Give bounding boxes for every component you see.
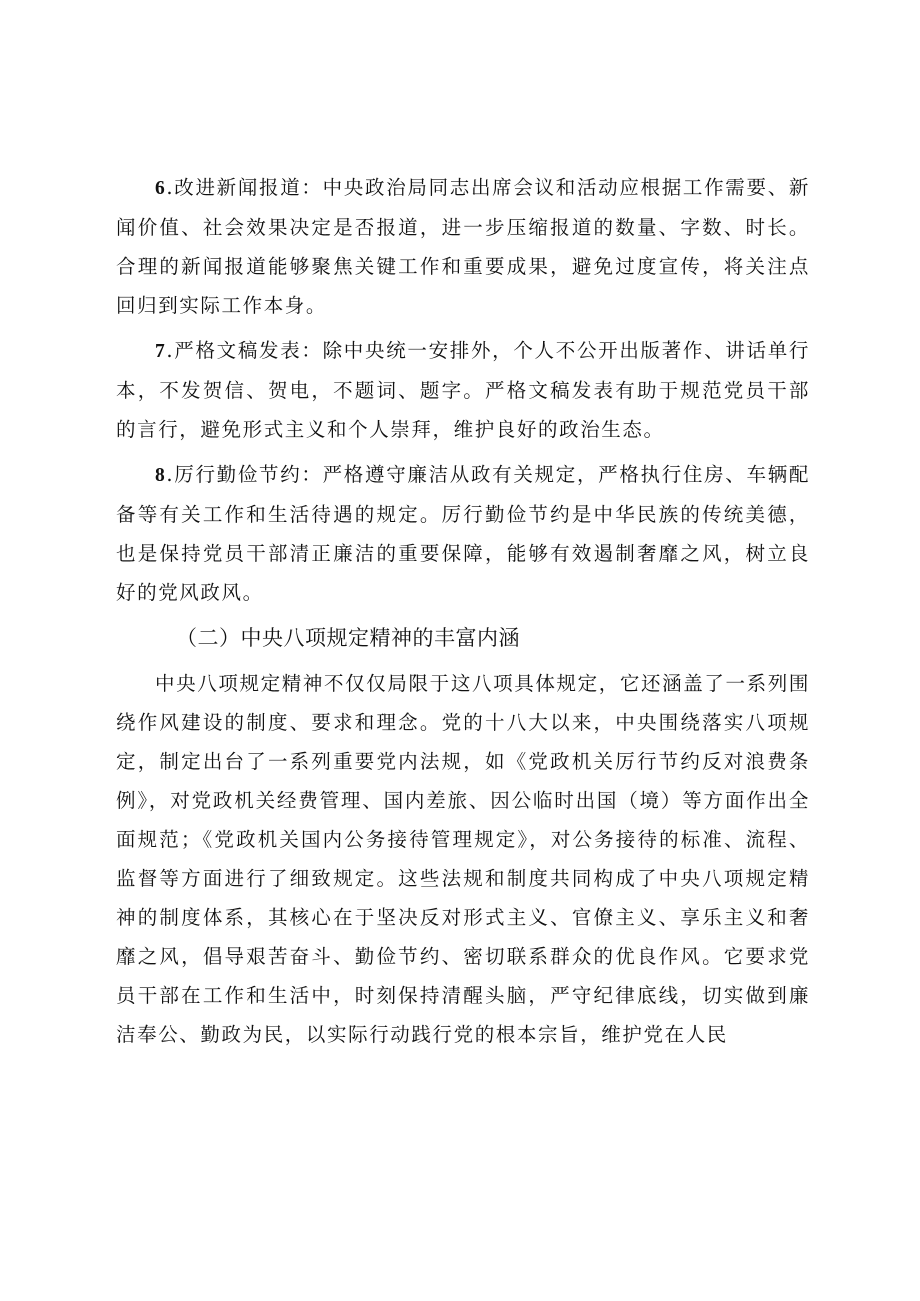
section-heading: （二）中央八项规定精神的丰富内涵 <box>176 626 520 650</box>
item-number: 7 <box>155 341 167 362</box>
item-text: .严格文稿发表：除中央统一安排外，个人不公开出版著作、讲话单行本，不发贺信、贺电，不题词、题字。严格文稿发表有助于规范党员干部的言行，避免形式主义和个人崇拜，维护良好的政治生态。 <box>116 339 810 441</box>
list-item-7 <box>116 331 810 449</box>
list-item-6 <box>116 168 810 325</box>
item-text: .改进新闻报道：中央政治局同志出席会议和活动应根据工作需要、新闻价值、社会效果决定是否报道，进一步压缩报道的数量、字数、时长。合理的新闻报道能够聚焦关键工作和重要成果，避免过度宣传，将关注点回归到实际工作本身。 <box>116 176 810 317</box>
section-paragraph: 中央八项规定精神不仅仅局限于这八项具体规定，它还涵盖了一系列围绕作风建设的制度、要求和理念。党的十八大以来，中央围绕落实八项规定，制定出台了一系列重要党内法规，如《党政机关厉行节约反对浪费条例》，对党政机关经费管理、国内差旅、因公临时出国（境）等方面作出全面规范；《党政机关国内公务接待管理规定》，对公务接待的标准、流程、监督等方面进行了细致规定。这些法规和制度共同构成了中央八项规定精神的制度体系，其核心在于坚决反对形式主义、官僚主义、享乐主义和奢靡之风，倡导艰苦奋斗、勤俭节约、密切联系群众的优良作风。它要求党员干部在工作和生活中，时刻保持清醒头脑，严守纪律底线，切实做到廉洁奉公、勤政为民，以实际行动践行党的根本宗旨，维护党在人民 <box>116 672 810 1046</box>
item-number: 8 <box>155 465 167 486</box>
document-body <box>116 168 810 1060</box>
item-text: .厉行勤俭节约：严格遵守廉洁从政有关规定，严格执行住房、车辆配备等有关工作和生活待遇的规定。厉行勤俭节约是中华民族的传统美德，也是保持党员干部清正廉洁的重要保障，能够有效遏制奢靡之风，树立良好的党风政风。 <box>116 463 810 604</box>
list-item-8 <box>116 455 810 612</box>
item-number: 6 <box>155 178 167 199</box>
